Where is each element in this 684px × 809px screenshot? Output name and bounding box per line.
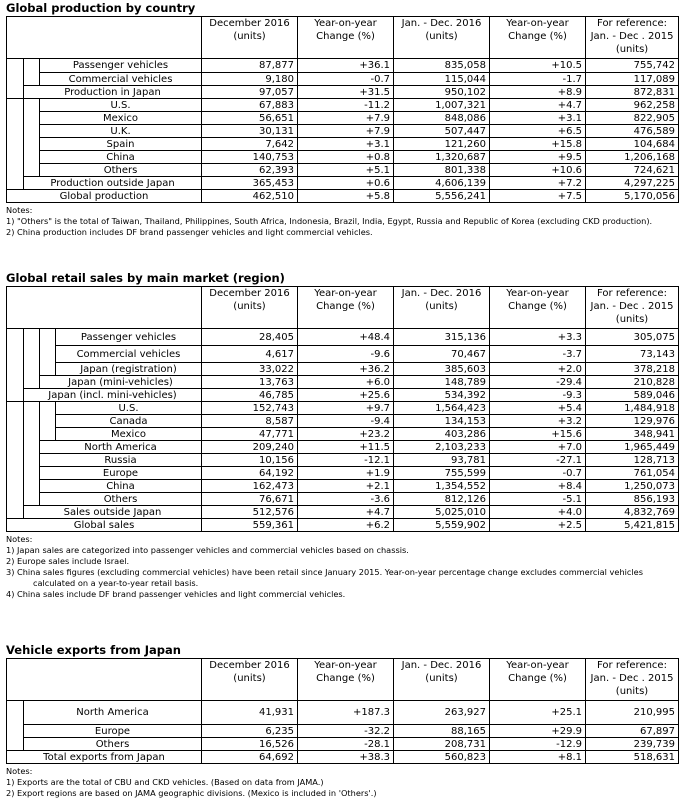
production-table xyxy=(6,16,679,203)
header-col-2: Year-on-year Change (%) xyxy=(298,17,394,59)
production-title: Global production by country xyxy=(6,1,196,15)
row-label: U.K. xyxy=(40,125,202,138)
row-label: U.S. xyxy=(40,99,202,112)
table-row: U.S. 67,883 -11.2 1,007,321 +4.7 962,258 xyxy=(7,99,679,112)
row-label: Total exports from Japan xyxy=(7,751,202,764)
table-row: Commercial vehicles 9,180 -0.7 115,044 -1.7 117,089 xyxy=(7,73,679,86)
row-label: U.S. xyxy=(56,402,202,415)
table-row: Europe 6,235 -32.2 88,165 +29.9 67,897 xyxy=(7,725,679,738)
exports-title: Vehicle exports from Japan xyxy=(6,643,181,657)
table-row: North America 41,931 +187.3 263,927 +25.1 210,995 xyxy=(7,701,679,725)
table-row: U.S. 152,743 +9.7 1,564,423 +5.4 1,484,918 xyxy=(7,402,679,415)
row-label: Europe xyxy=(40,467,202,480)
row-label: China xyxy=(40,151,202,164)
header-col-3: Jan. - Dec. 2016 (units) xyxy=(394,659,490,701)
table-row: China 140,753 +0.8 1,320,687 +9.5 1,206,168 xyxy=(7,151,679,164)
table-row: Production outside Japan 365,453 +0.6 4,606,139 +7.2 4,297,225 xyxy=(7,177,679,190)
row-label: Japan (registration) xyxy=(56,363,202,376)
table-row: Production in Japan 97,057 +31.5 950,102 +8.9 872,831 xyxy=(7,86,679,99)
row-label: North America xyxy=(24,701,202,725)
header-col-3: Jan. - Dec. 2016 (units) xyxy=(394,287,490,329)
retail-title: Global retail sales by main market (region) xyxy=(6,271,285,285)
row-label: Russia xyxy=(40,454,202,467)
row-label: Production in Japan xyxy=(24,86,202,99)
row-label: China xyxy=(40,480,202,493)
header-col-4: Year-on-year Change (%) xyxy=(490,17,586,59)
table-row: Europe 64,192 +1.9 755,599 -0.7 761,054 xyxy=(7,467,679,480)
row-label: Japan (incl. mini-vehicles) xyxy=(24,389,202,402)
table-row: Commercial vehicles 4,617 -9.6 70,467 -3.7 73,143 xyxy=(7,346,679,363)
row-label: Others xyxy=(40,164,202,177)
table-row: Canada 8,587 -9.4 134,153 +3.2 129,976 xyxy=(7,415,679,428)
row-label: Japan (mini-vehicles) xyxy=(40,376,202,389)
table-row: Others 76,671 -3.6 812,126 -5.1 856,193 xyxy=(7,493,679,506)
row-label: Mexico xyxy=(40,112,202,125)
row-label: Global sales xyxy=(7,519,202,532)
row-label: Passenger vehicles xyxy=(40,59,202,73)
table-row: Spain 7,642 +3.1 121,260 +15.8 104,684 xyxy=(7,138,679,151)
production-section xyxy=(6,2,678,238)
row-label: Others xyxy=(40,493,202,506)
table-row: Russia 10,156 -12.1 93,781 -27.1 128,713 xyxy=(7,454,679,467)
table-row: U.K. 30,131 +7.9 507,447 +6.5 476,589 xyxy=(7,125,679,138)
exports-notes: Notes: 1) Exports are the total of CBU and CKD vehicles. (Based on data from JAMA.) 2) Export regions are based on JAMA geographic divisions. (Mexico is included in 'Others'.) xyxy=(6,766,377,798)
header-blank xyxy=(7,659,202,701)
table-row: Japan (mini-vehicles) 13,763 +6.0 148,789 -29.4 210,828 xyxy=(7,376,679,389)
header-blank xyxy=(7,287,202,329)
table-row: Others 16,526 -28.1 208,731 -12.9 239,739 xyxy=(7,738,679,751)
row-label: Others xyxy=(24,738,202,751)
row-label: Production outside Japan xyxy=(24,177,202,190)
header-col-5: For reference: Jan. - Dec . 2015 (units) xyxy=(586,287,679,329)
row-label: Spain xyxy=(40,138,202,151)
header-col-1: December 2016 (units) xyxy=(202,17,298,59)
table-row: Passenger vehicles 28,405 +48.4 315,136 +3.3 305,075 xyxy=(7,329,679,346)
header-col-1: December 2016 (units) xyxy=(202,659,298,701)
header-col-4: Year-on-year Change (%) xyxy=(490,287,586,329)
table-row: Japan (incl. mini-vehicles) 46,785 +25.6 534,392 -9.3 589,046 xyxy=(7,389,679,402)
table-row: Mexico 47,771 +23.2 403,286 +15.6 348,941 xyxy=(7,428,679,441)
row-label: Europe xyxy=(24,725,202,738)
header-col-5: For reference: Jan. - Dec . 2015 (units) xyxy=(586,17,679,59)
header-col-4: Year-on-year Change (%) xyxy=(490,659,586,701)
table-row: Passenger vehicles 87,877 +36.1 835,058 +10.5 755,742 xyxy=(7,59,679,73)
row-label: North America xyxy=(40,441,202,454)
header-blank xyxy=(7,17,202,59)
table-row: Global sales 559,361 +6.2 5,559,902 +2.5 5,421,815 xyxy=(7,519,679,532)
header-col-1: December 2016 (units) xyxy=(202,287,298,329)
row-label: Global production xyxy=(7,190,202,203)
header-col-2: Year-on-year Change (%) xyxy=(298,287,394,329)
row-label: Commercial vehicles xyxy=(56,346,202,363)
row-label: Canada xyxy=(56,415,202,428)
table-row: Sales outside Japan 512,576 +4.7 5,025,010 +4.0 4,832,769 xyxy=(7,506,679,519)
table-row: Mexico 56,651 +7.9 848,086 +3.1 822,905 xyxy=(7,112,679,125)
row-label: Passenger vehicles xyxy=(56,329,202,346)
table-row: Global production 462,510 +5.8 5,556,241 +7.5 5,170,056 xyxy=(7,190,679,203)
table-row: North America 209,240 +11.5 2,103,233 +7.0 1,965,449 xyxy=(7,441,679,454)
retail-section xyxy=(6,272,678,600)
exports-section xyxy=(6,644,678,799)
header-col-2: Year-on-year Change (%) xyxy=(298,659,394,701)
row-label: Mexico xyxy=(56,428,202,441)
table-row: Others 62,393 +5.1 801,338 +10.6 724,621 xyxy=(7,164,679,177)
row-label: Sales outside Japan xyxy=(24,506,202,519)
exports-table xyxy=(6,658,679,764)
table-row: Total exports from Japan 64,692 +38.3 560,823 +8.1 518,631 xyxy=(7,751,679,764)
table-row: China 162,473 +2.1 1,354,552 +8.4 1,250,073 xyxy=(7,480,679,493)
production-notes: Notes: 1) "Others" is the total of Taiwan, Thailand, Philippines, South Africa, Indonesia, Brazil, India, Egypt, Russia and Republic of Korea (excluding CKD production). 2) China production includes DF brand passenger vehicles and light commercial vehicles. xyxy=(6,205,653,237)
retail-notes: Notes: 1) Japan sales are categorized into passenger vehicles and commercial vehicles based on chassis. 2) Europe sales include Israel. 3) China sales figures (excluding commercial vehicles) have been retail since January 2015. Year-on-year percentage change excludes commercial vehicles calculated on a year-to-year retail basis. 4) China sales include DF brand passenger vehicles and light commercial vehicles. xyxy=(6,534,643,599)
retail-table xyxy=(6,286,679,532)
table-row: Japan (registration) 33,022 +36.2 385,603 +2.0 378,218 xyxy=(7,363,679,376)
header-col-5: For reference: Jan. - Dec . 2015 (units) xyxy=(586,659,679,701)
header-col-3: Jan. - Dec. 2016 (units) xyxy=(394,17,490,59)
row-label: Commercial vehicles xyxy=(40,73,202,86)
